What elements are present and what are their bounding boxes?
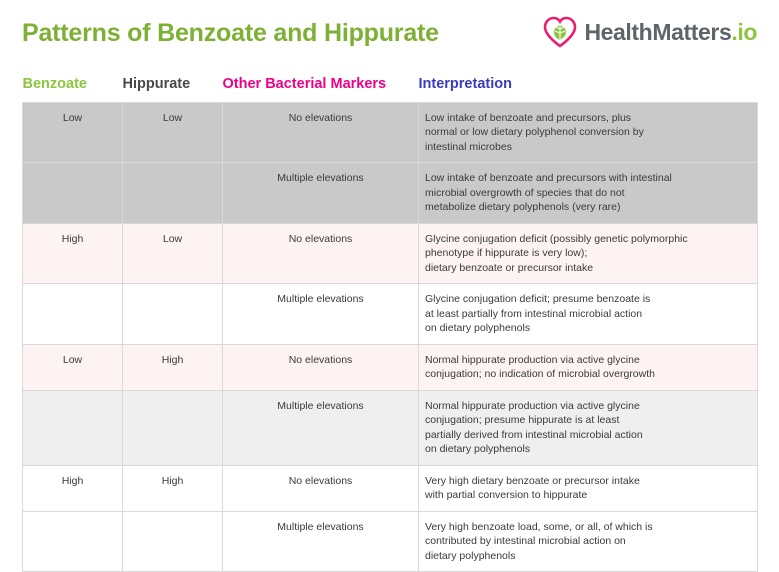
table-row bbox=[23, 223, 758, 283]
cell-benzoate: Low bbox=[23, 103, 123, 163]
cell-benzoate bbox=[23, 284, 123, 344]
interpretation-line: on dietary polyphenols bbox=[425, 322, 531, 335]
cell-hippurate: High bbox=[123, 344, 223, 390]
table-body bbox=[23, 103, 758, 572]
interpretation-line: Low intake of benzoate and precursors with intestinal bbox=[425, 172, 672, 185]
brand-name-io: .io bbox=[731, 18, 757, 45]
interpretation-line: Very high dietary benzoate or precursor intake bbox=[425, 474, 640, 487]
interpretation-line: metabolize dietary polyphenols (very rare) bbox=[425, 201, 621, 214]
interpretation-line: contributed by intestinal microbial action on bbox=[425, 535, 626, 548]
cell-interpretation bbox=[419, 344, 758, 390]
interpretation-line: partially derived from intestinal microbial action bbox=[425, 428, 643, 441]
patterns-table bbox=[22, 72, 758, 572]
page-header bbox=[0, 0, 779, 72]
cell-other-markers: No elevations bbox=[223, 103, 419, 163]
interpretation-line: dietary benzoate or precursor intake bbox=[425, 261, 594, 274]
cell-hippurate: Low bbox=[123, 223, 223, 283]
table-row bbox=[23, 344, 758, 390]
cell-hippurate bbox=[123, 390, 223, 465]
brand-name-matters: Matters bbox=[652, 18, 732, 45]
cell-interpretation bbox=[419, 465, 758, 511]
interpretation-line: normal or low dietary polyphenol conversion by bbox=[425, 126, 644, 139]
cell-hippurate bbox=[123, 163, 223, 223]
interpretation-line: Glycine conjugation deficit; presume benzoate is bbox=[425, 293, 651, 306]
interpretation-line: phenotype if hippurate is very low); bbox=[425, 247, 588, 260]
table-row bbox=[23, 103, 758, 163]
cell-benzoate bbox=[23, 390, 123, 465]
interpretation-line: Very high benzoate load, some, or all, of which is bbox=[425, 520, 653, 533]
column-header-benzoate: Benzoate bbox=[22, 76, 87, 92]
interpretation-line: microbial overgrowth of species that do not bbox=[425, 186, 625, 199]
table-row bbox=[23, 163, 758, 223]
cell-hippurate bbox=[123, 511, 223, 571]
brand-name-health: Health bbox=[584, 18, 653, 45]
cell-benzoate: High bbox=[23, 223, 123, 283]
interpretation-line: Low intake of benzoate and precursors, plus bbox=[425, 112, 632, 124]
table-row bbox=[23, 390, 758, 465]
cell-other-markers: Multiple elevations bbox=[223, 390, 419, 465]
interpretation-line: conjugation; presume hippurate is at least bbox=[425, 414, 620, 427]
interpretation-line: dietary polyphenols bbox=[425, 549, 516, 562]
interpretation-line: with partial conversion to hippurate bbox=[425, 489, 588, 502]
cell-benzoate bbox=[23, 511, 123, 571]
table-row bbox=[23, 511, 758, 571]
table-row bbox=[23, 284, 758, 344]
cell-other-markers: No elevations bbox=[223, 465, 419, 511]
interpretation-line: at least partially from intestinal microbial action bbox=[425, 307, 643, 320]
cell-other-markers: Multiple elevations bbox=[223, 163, 419, 223]
interpretation-line: Normal hippurate production via active glycine bbox=[425, 353, 640, 366]
brand-name bbox=[584, 19, 757, 46]
cell-other-markers: No elevations bbox=[223, 344, 419, 390]
column-header-other-bacterial-markers: Other Bacterial Markers bbox=[222, 76, 387, 92]
cell-benzoate: High bbox=[23, 465, 123, 511]
cell-hippurate: High bbox=[123, 465, 223, 511]
column-header-hippurate: Hippurate bbox=[122, 76, 191, 92]
heart-leaf-logo-icon bbox=[543, 16, 577, 48]
table-header-row bbox=[23, 72, 758, 103]
cell-benzoate: Low bbox=[23, 344, 123, 390]
interpretation-line: intestinal microbes bbox=[425, 140, 512, 153]
cell-hippurate: Low bbox=[123, 103, 223, 163]
patterns-table-wrap bbox=[0, 72, 779, 572]
page-title: Patterns of Benzoate and Hippurate bbox=[22, 19, 439, 47]
cell-other-markers: Multiple elevations bbox=[223, 284, 419, 344]
table-head bbox=[23, 72, 758, 103]
cell-other-markers: Multiple elevations bbox=[223, 511, 419, 571]
interpretation-line: Normal hippurate production via active glycine bbox=[425, 399, 640, 412]
column-header-interpretation: Interpretation bbox=[418, 76, 512, 92]
cell-interpretation bbox=[419, 511, 758, 571]
interpretation-line: conjugation; no indication of microbial overgrowth bbox=[425, 368, 655, 381]
interpretation-line: Glycine conjugation deficit (possibly genetic polymorphic bbox=[425, 232, 688, 245]
cell-interpretation bbox=[419, 390, 758, 465]
cell-interpretation bbox=[419, 284, 758, 344]
interpretation-line: on dietary polyphenols bbox=[425, 443, 531, 456]
brand-logo-block bbox=[543, 16, 757, 48]
cell-benzoate bbox=[23, 163, 123, 223]
cell-interpretation bbox=[419, 223, 758, 283]
cell-interpretation bbox=[419, 103, 758, 163]
cell-other-markers: No elevations bbox=[223, 223, 419, 283]
cell-hippurate bbox=[123, 284, 223, 344]
cell-interpretation bbox=[419, 163, 758, 223]
table-row bbox=[23, 465, 758, 511]
